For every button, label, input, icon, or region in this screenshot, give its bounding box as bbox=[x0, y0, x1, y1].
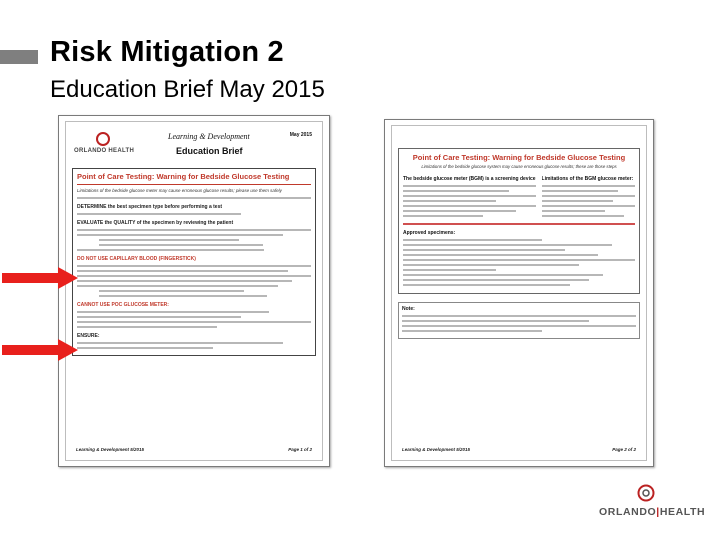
slide-subtitle: Education Brief May 2015 bbox=[50, 76, 325, 103]
text-line bbox=[77, 342, 283, 344]
text-line bbox=[403, 269, 496, 271]
text-line bbox=[403, 259, 635, 261]
text-line bbox=[77, 249, 264, 251]
screening-column bbox=[403, 176, 536, 220]
text-line bbox=[77, 270, 288, 272]
text-line bbox=[403, 279, 589, 281]
text-line bbox=[403, 249, 565, 251]
text-line bbox=[77, 347, 213, 349]
page-1-content bbox=[65, 121, 323, 461]
title-accent-bar bbox=[0, 50, 38, 64]
text-line bbox=[77, 213, 241, 215]
text-line bbox=[403, 190, 509, 192]
footer-left: Learning & Development 5/2015 bbox=[76, 447, 145, 452]
section-ensure: ENSURE: bbox=[77, 333, 100, 339]
slide-title: Risk Mitigation 2 bbox=[50, 36, 284, 68]
note-head: Note: bbox=[402, 306, 415, 312]
poc-warning-box-2 bbox=[398, 148, 640, 294]
red-divider bbox=[77, 184, 311, 185]
text-line bbox=[542, 190, 619, 192]
department-name: Learning & Development bbox=[168, 132, 250, 141]
text-line bbox=[77, 229, 311, 231]
text-line bbox=[402, 325, 636, 327]
page-2-footer bbox=[402, 447, 636, 452]
text-line bbox=[403, 239, 542, 241]
two-column-section bbox=[403, 176, 635, 220]
page-2-content bbox=[391, 125, 647, 461]
text-line bbox=[77, 197, 311, 199]
text-line bbox=[403, 254, 598, 256]
text-line bbox=[77, 321, 311, 323]
red-divider-2 bbox=[403, 223, 635, 225]
text-line bbox=[77, 285, 278, 287]
text-line bbox=[403, 200, 496, 202]
education-brief-page-1 bbox=[58, 115, 330, 467]
column-head-left: The bedside glucose meter (BGM) is a screening device bbox=[403, 176, 536, 182]
text-line bbox=[77, 316, 241, 318]
text-line bbox=[99, 244, 263, 246]
footer-right: Page 2 of 2 bbox=[612, 447, 636, 452]
logo-text: ORLANDO HEALTH bbox=[74, 148, 135, 154]
text-line bbox=[402, 330, 542, 332]
poc-box-title-2: Point of Care Testing: Warning for Bedside Glucose Testing bbox=[412, 153, 626, 162]
approved-specimens-head: Approved specimens: bbox=[403, 230, 456, 236]
section-no-capillary: DO NOT USE CAPILLARY BLOOD (FINGERSTICK) bbox=[77, 256, 196, 262]
text-line bbox=[542, 205, 635, 207]
text-line bbox=[402, 320, 589, 322]
brief-title: Education Brief bbox=[176, 146, 243, 156]
page-1-header bbox=[72, 128, 316, 166]
red-arrow-2-icon bbox=[2, 339, 78, 361]
footer-left: Learning & Development 5/2015 bbox=[402, 447, 471, 452]
note-box bbox=[398, 302, 640, 339]
text-line bbox=[402, 315, 636, 317]
orlando-health-logo-small bbox=[74, 132, 134, 162]
text-line bbox=[542, 195, 635, 197]
text-line bbox=[77, 265, 311, 267]
text-line bbox=[77, 280, 292, 282]
section-cannot-use: CANNOT USE POC GLUCOSE METER: bbox=[77, 302, 169, 308]
text-line bbox=[403, 274, 603, 276]
logo-word-left: ORLANDO bbox=[599, 506, 657, 518]
text-line bbox=[99, 290, 244, 292]
logo-symbol-icon bbox=[637, 484, 655, 502]
page-1-footer bbox=[76, 447, 312, 452]
logo-separator: | bbox=[656, 506, 660, 518]
logo-word-right: HEALTH bbox=[659, 506, 706, 518]
text-line bbox=[99, 295, 267, 297]
text-line bbox=[403, 284, 570, 286]
logo-wordmark bbox=[599, 506, 705, 518]
education-brief-page-2 bbox=[384, 119, 654, 467]
text-line bbox=[403, 244, 612, 246]
footer-right: Page 1 of 2 bbox=[288, 447, 312, 452]
poc-box-subtitle-2: Limitations of the bedside glucose system may cause erroneous glucose results; these are those steps bbox=[421, 164, 617, 169]
text-line bbox=[403, 210, 516, 212]
text-line bbox=[77, 234, 283, 236]
text-line bbox=[403, 264, 579, 266]
poc-warning-box bbox=[72, 168, 316, 356]
section-determine: DETERMINE the best specimen type before performing a test bbox=[77, 204, 223, 210]
text-line bbox=[542, 210, 606, 212]
logo-symbol-icon bbox=[96, 132, 110, 146]
text-line bbox=[77, 326, 217, 328]
text-line bbox=[403, 205, 536, 207]
limitations-column bbox=[542, 176, 635, 220]
section-evaluate: EVALUATE the QUALITY of the specimen by reviewing the patient bbox=[77, 220, 234, 226]
text-line bbox=[403, 185, 536, 187]
text-line bbox=[403, 195, 536, 197]
text-line bbox=[542, 200, 613, 202]
orlando-health-logo bbox=[599, 484, 706, 528]
text-line bbox=[77, 275, 311, 277]
poc-box-title: Point of Care Testing: Warning for Bedside Glucose Testing bbox=[77, 172, 290, 181]
text-line bbox=[542, 185, 635, 187]
text-line bbox=[542, 215, 624, 217]
text-line bbox=[403, 215, 483, 217]
text-line bbox=[99, 239, 239, 241]
text-line bbox=[77, 311, 269, 313]
poc-box-subtitle: Limitations of the bedside glucose meter may cause erroneous glucose results; please use them safely bbox=[77, 188, 282, 193]
brief-date: May 2015 bbox=[289, 132, 312, 138]
red-arrow-1-icon bbox=[2, 267, 78, 289]
column-head-right: Limitations of the BGM glucose meter: bbox=[541, 176, 634, 182]
